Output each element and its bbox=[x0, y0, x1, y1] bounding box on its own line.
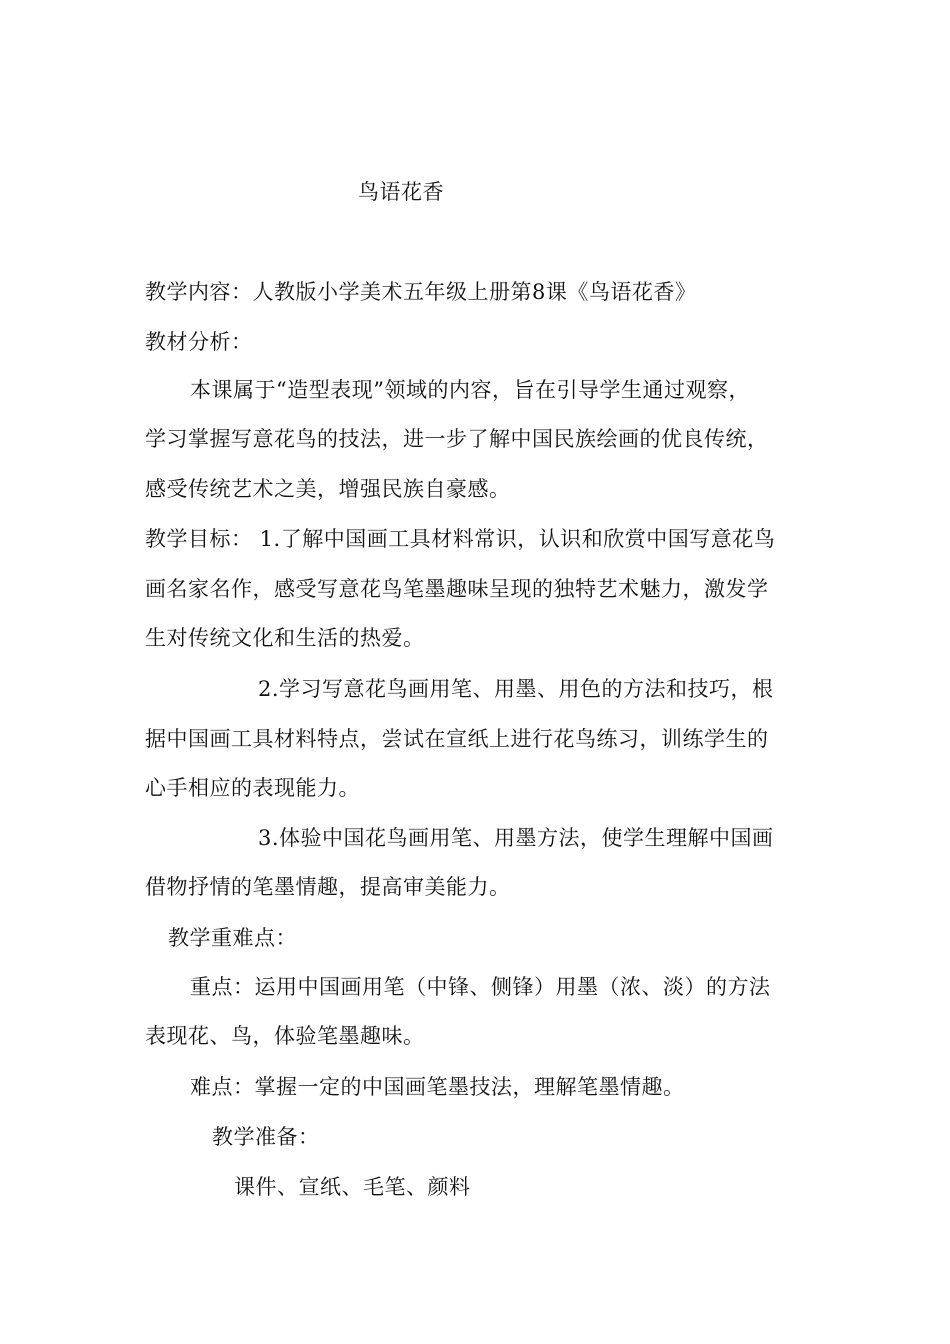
document-title: 鸟语花香 bbox=[358, 180, 444, 204]
teaching-goal-2: 2.学习写意花鸟画用笔、用墨、用色的方法和技巧，根 bbox=[258, 677, 774, 701]
teaching-goal-1: 画名家名作，感受写意花鸟笔墨趣味呈现的独特艺术魅力，激发学 bbox=[145, 577, 769, 601]
material-analysis-text: 学习掌握写意花鸟的技法，进一步了解中国民族绘画的优良传统， bbox=[145, 427, 769, 451]
key-point-text: 重点：运用中国画用笔（中锋、侧锋）用墨（浓、淡）的方法 bbox=[190, 975, 771, 999]
material-analysis-text: 感受传统艺术之美，增强民族自豪感。 bbox=[145, 477, 511, 501]
material-analysis-text: 本课属于“造型表现”领域的内容，旨在引导学生通过观察， bbox=[190, 378, 750, 402]
key-difficult-heading: 教学重难点： bbox=[168, 926, 297, 950]
teaching-content-line: 教学内容：人教版小学美术五年级上册第8课《鸟语花香》 bbox=[145, 280, 697, 304]
teaching-goal-1: 生对传统文化和生活的热爱。 bbox=[145, 626, 425, 650]
material-analysis-heading: 教材分析： bbox=[145, 330, 253, 354]
teaching-goal-3: 借物抒情的笔墨情趣，提高审美能力。 bbox=[145, 875, 511, 899]
teaching-preparation-heading: 教学准备： bbox=[212, 1125, 320, 1149]
teaching-goal-2: 据中国画工具材料特点，尝试在宣纸上进行花鸟练习，训练学生的 bbox=[145, 727, 769, 751]
teaching-goal-2: 心手相应的表现能力。 bbox=[145, 776, 360, 800]
difficult-point-text: 难点：掌握一定的中国画笔墨技法，理解笔墨情趣。 bbox=[190, 1075, 685, 1099]
teaching-goal-3: 3.体验中国花鸟画用笔、用墨方法，使学生理解中国画 bbox=[258, 826, 774, 850]
teaching-goal-1: 教学目标： 1.了解中国画工具材料常识，认识和欣赏中国写意花鸟 bbox=[145, 527, 776, 551]
key-point-text: 表现花、鸟，体验笔墨趣味。 bbox=[145, 1024, 425, 1048]
teaching-preparation-text: 课件、宣纸、毛笔、颜料 bbox=[234, 1175, 471, 1199]
